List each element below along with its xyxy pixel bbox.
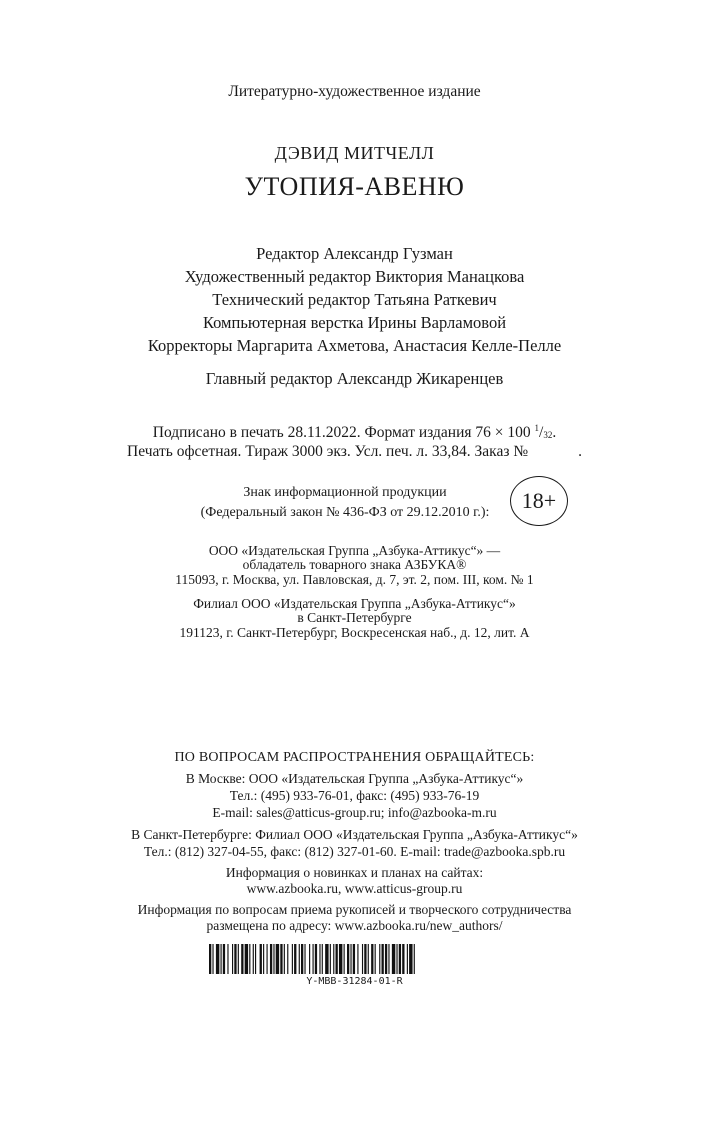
print-run-text: Печать офсетная. Тираж 3000 экз. Усл. печ. л. 33,84. Заказ №: [127, 443, 529, 460]
barcode-bar: [260, 944, 262, 974]
credit-editor: Редактор Александр Гузман: [256, 244, 453, 263]
barcode-bar: [336, 944, 338, 974]
barcode-bar: [364, 944, 366, 974]
print-line2-end: .: [578, 443, 582, 460]
distribution-sites: www.azbooka.ru, www.atticus-group.ru: [246, 881, 463, 896]
barcode-bar: [371, 944, 373, 974]
barcode-bar: [368, 944, 369, 974]
barcode-bar: [234, 944, 236, 974]
barcode-bar: [414, 944, 415, 974]
info-sign-label: Знак информационной продукции: [243, 485, 447, 500]
edition-type: Литературно-художественное издание: [228, 83, 481, 100]
barcode-bar: [267, 944, 268, 974]
publisher-name: ООО «Издательская Группа „Азбука-Аттикус“» —: [208, 543, 501, 558]
book-author: ДЭВИД МИТЧЕЛЛ: [274, 143, 435, 163]
distribution-manuscripts-url: размещена по адресу: www.azbooka.ru/new_authors/: [206, 918, 503, 933]
barcode-bar: [339, 944, 342, 974]
info-sign-law: (Федеральный закон № 436-ФЗ от 29.12.2010 г.):: [200, 505, 490, 520]
barcode-bar: [232, 944, 233, 974]
barcode-bar: [333, 944, 334, 974]
barcode-bar: [255, 944, 256, 974]
barcode-bar: [409, 944, 412, 974]
publisher-address: 115093, г. Москва, ул. Павловская, д. 7, эт. 2, пом. III, ком. № 1: [175, 572, 534, 587]
barcode-bar: [292, 944, 293, 974]
barcode-bar: [315, 944, 317, 974]
book-title: УТОПИЯ-АВЕНЮ: [244, 172, 465, 201]
barcode-bar: [357, 944, 358, 974]
barcode-bar: [375, 944, 376, 974]
barcode-bar: [385, 944, 387, 974]
barcode-bar: [294, 944, 296, 974]
barcode-bar: [396, 944, 397, 974]
barcode-bar: [287, 944, 288, 974]
barcode-bar: [263, 944, 264, 974]
barcode-bar: [284, 944, 285, 974]
barcode-bar: [241, 944, 243, 974]
barcode-bar: [347, 944, 349, 974]
distribution-moscow-phone: Тел.: (495) 933-76-01, факс: (495) 933-76-19: [229, 788, 480, 803]
barcode-bar: [253, 944, 254, 974]
barcode-bar: [322, 944, 323, 974]
barcode-bar: [212, 944, 213, 974]
barcode-bar: [402, 944, 404, 974]
barcode-bar: [382, 944, 384, 974]
credit-layout: Компьютерная верстка Ирины Варламовой: [202, 313, 507, 332]
barcode-bar: [238, 944, 239, 974]
barcode-bar: [276, 944, 279, 974]
branch-address: 191123, г. Санкт-Петербург, Воскресенская наб., д. 12, лит. А: [179, 625, 530, 640]
distribution-moscow-email: E-mail: sales@atticus-group.ru; info@azbooka-m.ru: [212, 805, 497, 820]
print-line1-end: .: [552, 424, 557, 441]
credit-chief-editor: Главный редактор Александр Жикаренцев: [205, 369, 504, 388]
barcode-bar: [245, 944, 248, 974]
branch-city: в Санкт-Петербурге: [297, 610, 412, 625]
barcode-bar: [407, 944, 408, 974]
format-denominator: 32: [543, 430, 553, 440]
barcode-bar: [392, 944, 395, 974]
barcode-bar: [270, 944, 272, 974]
barcode-bar: [221, 944, 222, 974]
barcode-bar: [227, 944, 228, 974]
distribution-spb-phone: Тел.: (812) 327-04-55, факс: (812) 327-01-60. E-mail: trade@azbooka.spb.ru: [143, 844, 566, 859]
credit-proofreaders: Корректоры Маргарита Ахметова, Анастасия Келле-Пелле: [147, 336, 562, 355]
barcode-bar: [273, 944, 274, 974]
distribution-heading: ПО ВОПРОСАМ РАСПРОСТРАНЕНИЯ ОБРАЩАЙТЕСЬ:: [174, 750, 535, 765]
barcode-bar: [379, 944, 380, 974]
barcode-bar: [299, 944, 300, 974]
barcode-bar: [319, 944, 320, 974]
barcode-bar: [353, 944, 355, 974]
print-info-line-1: Подписано в печать 28.11.2022. Формат издания 76 × 100 $^1$/32.: [152, 423, 557, 441]
barcode-bar: [249, 944, 250, 974]
distribution-spb: В Санкт-Петербурге: Филиал ООО «Издательская Группа „Азбука-Аттикус“»: [131, 827, 578, 842]
barcode-code: Y-MBB-31284-01-R: [306, 976, 403, 987]
barcode-bar: [309, 944, 310, 974]
distribution-manuscripts: Информация по вопросам приема рукописей и творческого сотрудничества: [137, 902, 572, 917]
format-numerator: 1: [534, 423, 539, 433]
barcode-bar: [362, 944, 363, 974]
barcode-bar: [209, 944, 211, 974]
barcode-bar: [280, 944, 282, 974]
barcode-bar: [216, 944, 219, 974]
barcode-bar: [304, 944, 305, 974]
barcode-bar: [223, 944, 225, 974]
publisher-trademark: обладатель товарного знака АЗБУКА®: [242, 557, 467, 572]
barcode-bar: [350, 944, 351, 974]
barcode-bar: [330, 944, 331, 974]
print-info-line-2: [0, 444, 709, 460]
branch-name: Филиал ООО «Издательская Группа „Азбука-Аттикус“»: [193, 596, 516, 611]
print-format-text: Подписано в печать 28.11.2022. Формат издания 76 × 100: [152, 424, 531, 441]
barcode-bar: [301, 944, 303, 974]
distribution-news: Информация о новинках и планах на сайтах:: [225, 865, 484, 880]
age-rating-badge: 18+: [510, 476, 568, 526]
distribution-moscow: В Москве: ООО «Издательская Группа „Азбука-Аттикус“»: [185, 771, 524, 786]
barcode-bar: [388, 944, 389, 974]
credit-tech-editor: Технический редактор Татьяна Раткевич: [212, 290, 497, 309]
barcode: [209, 944, 529, 974]
credit-art-editor: Художественный редактор Виктория Манацкова: [184, 267, 525, 286]
barcode-bar: [399, 944, 401, 974]
barcode-bar: [325, 944, 328, 974]
barcode-bar: [313, 944, 314, 974]
barcode-bar: [344, 944, 345, 974]
